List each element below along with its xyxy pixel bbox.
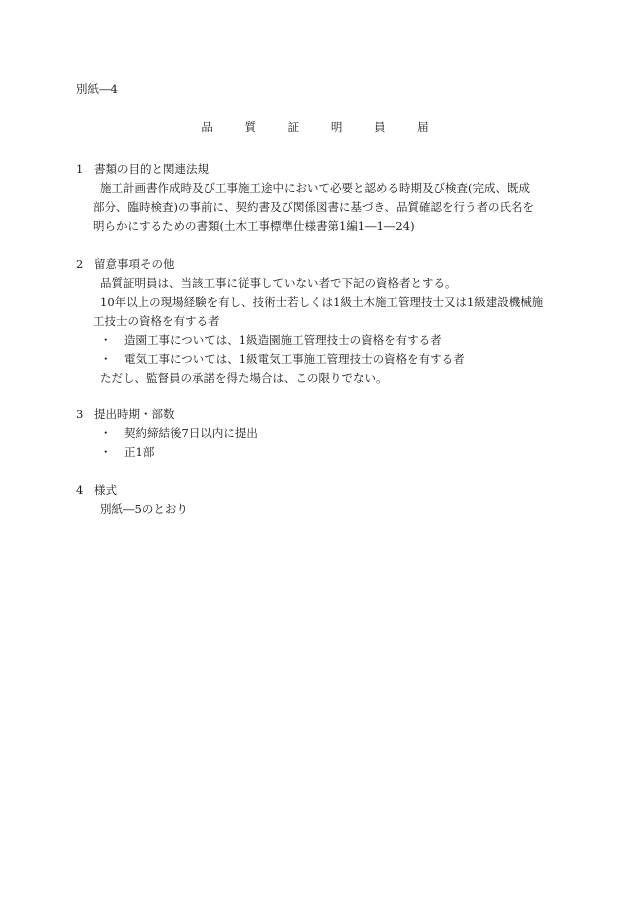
section-body-line: 部分、臨時検査)の事前に、契約書及び関係図書に基づき、品質確認を行う者の氏名を bbox=[93, 200, 535, 214]
section-heading bbox=[76, 160, 556, 179]
bullet-glyph: ・ bbox=[100, 352, 112, 366]
list-item bbox=[100, 424, 556, 443]
section-heading bbox=[76, 405, 556, 424]
section-note: ただし、監督員の承諾を得た場合は、この限りでない。 bbox=[100, 371, 388, 385]
list-item bbox=[100, 350, 556, 369]
list-item-text: 造園工事については、1級造園施工管理技士の資格を有する者 bbox=[124, 333, 442, 347]
section-number: 2 bbox=[76, 257, 84, 271]
section-intro: 品質証明員は、当該工事に従事していない者で下記の資格者とする。 bbox=[100, 276, 457, 290]
section-body-line: 別紙―5のとおり bbox=[100, 502, 188, 516]
section-title: 留意事項その他 bbox=[94, 257, 175, 271]
appendix-label: 別紙―4 bbox=[76, 82, 118, 96]
list-item bbox=[100, 331, 556, 350]
qualification-line: 工技士の資格を有する者 bbox=[93, 314, 220, 328]
section-body-line: 施工計画書作成時及び工事施工途中において必要と認める時期及び検査(完成、既成 bbox=[100, 181, 530, 195]
section-3 bbox=[76, 405, 556, 462]
bullet-glyph: ・ bbox=[100, 445, 112, 459]
list-item-text: 契約締結後7日以内に提出 bbox=[124, 426, 258, 440]
bullet-glyph: ・ bbox=[100, 426, 112, 440]
section-number: 3 bbox=[76, 407, 84, 421]
section-body-line: 明らかにするための書類(土木工事標準仕様書第1編1―1―24) bbox=[93, 219, 415, 233]
section-title: 書類の目的と関連法規 bbox=[94, 162, 209, 176]
section-number: 4 bbox=[76, 483, 84, 497]
list-item-text: 電気工事については、1級電気工事施工管理技士の資格を有する者 bbox=[124, 352, 465, 366]
section-1 bbox=[76, 160, 556, 236]
list-item-text: 正1部 bbox=[124, 445, 155, 459]
qualification-line: 10年以上の現場経験を有し、技術士若しくは1級土木施工管理技士又は1級建設機械施 bbox=[100, 295, 544, 309]
section-number: 1 bbox=[76, 162, 84, 176]
section-4 bbox=[76, 481, 556, 519]
list-item bbox=[100, 443, 556, 462]
section-heading bbox=[76, 481, 556, 500]
section-2 bbox=[76, 255, 556, 388]
section-title: 様式 bbox=[94, 483, 117, 497]
document-title: 品 質 証 明 員 届 bbox=[201, 120, 443, 134]
section-heading bbox=[76, 255, 556, 274]
bullet-glyph: ・ bbox=[100, 333, 112, 347]
section-title: 提出時期・部数 bbox=[94, 407, 175, 421]
